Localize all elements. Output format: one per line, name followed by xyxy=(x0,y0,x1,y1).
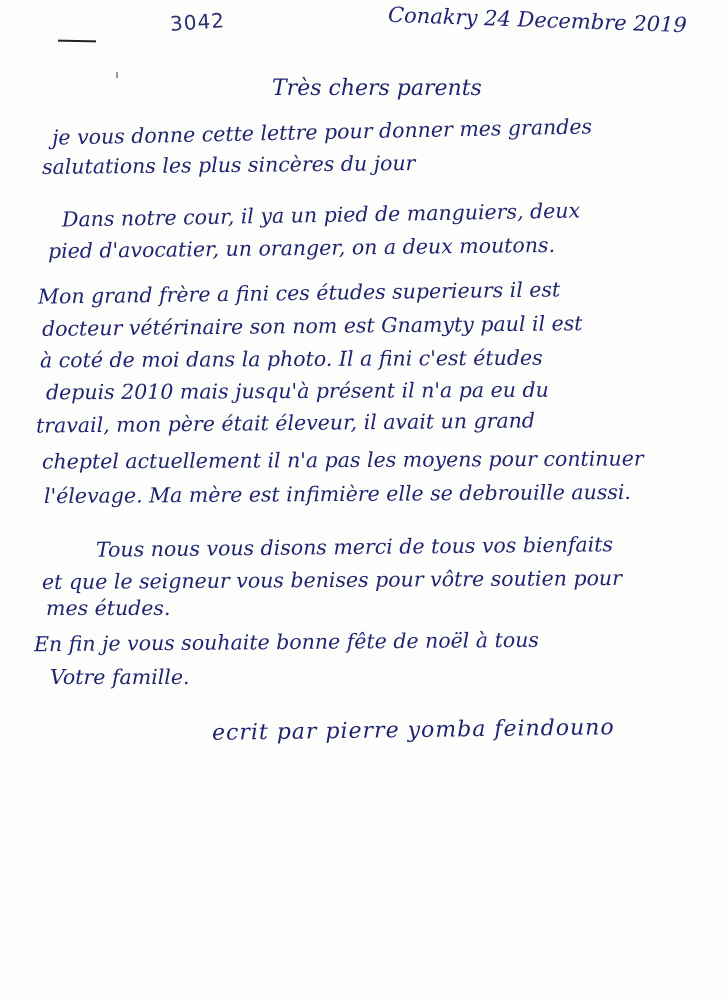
letter-line: Mon grand frère a fini ces études superieurs il est xyxy=(37,277,561,309)
letter-line: travail, mon père était éleveur, il avait un grand xyxy=(35,408,536,438)
reference-number: 3042 xyxy=(169,8,226,36)
letter-line: En fin je vous souhaite bonne fête de noël à tous xyxy=(33,627,539,657)
place-and-date: Conakry 24 Decembre 2019 xyxy=(387,2,688,38)
margin-dash-mark xyxy=(58,40,96,43)
letter-line: pied d'avocatier, un oranger, on a deux moutons. xyxy=(47,232,556,264)
letter-line: l'élevage. Ma mère est infimière elle se debrouille aussi. xyxy=(43,479,631,509)
letter-line: docteur vétérinaire son nom est Gnamyty paul il est xyxy=(41,311,583,341)
letter-line: mes études. xyxy=(46,596,171,620)
letter-line: cheptel actuellement il n'a pas les moyens pour continuer xyxy=(41,446,644,474)
letter-line: Votre famille. xyxy=(50,665,190,689)
letter-line: depuis 2010 mais jusqu'à présent il n'a pa eu du xyxy=(45,377,549,405)
letter-line: à coté de moi dans la photo. Il a fini c'est études xyxy=(39,345,543,373)
signature-line: ecrit par pierre yomba feindouno xyxy=(211,715,615,746)
letter-line: et que le seigneur vous benises pour vôtre soutien pour xyxy=(41,565,622,595)
letter-line: Tous nous vous disons merci de tous vos bienfaits xyxy=(95,532,614,562)
paper-speck xyxy=(116,72,118,78)
salutation: Très chers parents xyxy=(272,76,482,101)
letter-line: je vous donne cette lettre pour donner mes grandes xyxy=(51,114,593,150)
letter-line: salutations les plus sincères du jour xyxy=(41,151,416,179)
letter-line: Dans notre cour, il ya un pied de manguiers, deux xyxy=(61,198,581,232)
